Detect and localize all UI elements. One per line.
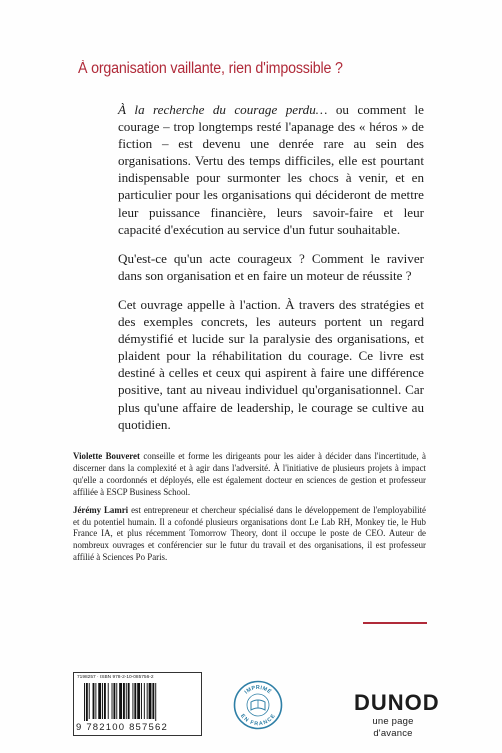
author-bios <box>73 451 426 570</box>
publisher-logo <box>354 690 440 740</box>
author-bio-2 <box>73 505 426 565</box>
barcode <box>73 672 202 736</box>
publisher-name: DUNOD <box>354 690 440 715</box>
blurb-paragraph-1-text: ou comment le courage – trop longtemps resté l'apanage des « héros » de fiction – est devenu une denrée rare au sein des organisations. Vertu des temps difficiles, elle est pourtant indispensable pour surmonter les chocs à venir, et en particulier pour les organisations qui décideront de mettre leur puissance financière, leurs savoir-faire et leur capacité d'exécution au service d'un futur souhaitable. <box>118 102 424 237</box>
barcode-number: 9 782100 857562 <box>76 722 168 733</box>
publisher-tagline: une page d'avance <box>372 716 414 739</box>
barcode-bars-icon <box>84 683 191 721</box>
author-bio-text: conseille et forme les dirigeants pour les aider à décider dans l'incertitude, à discerner dans la complexité et à agir dans l'adversité. À l'initiative de plusieurs projets à impact qu'elle a coordonnés et déployés, elle est également docteur en sciences de gestion et professeur affiliée à ESCP Business School. <box>73 451 426 497</box>
author-name: Jérémy Lamri <box>73 504 129 515</box>
seal-top-text: IMPRIMÉ <box>243 685 273 696</box>
barcode-caption: 7198257 · ISBN 978-2-10-085756-2 <box>77 675 154 680</box>
accent-rule <box>363 622 427 624</box>
blurb-paragraph-3: Cet ouvrage appelle à l'action. À travers des stratégies et des exemples concrets, les auteurs portent un regard démystifié et lucide sur la paralysie des organisations, et plaident pour la réhabilitation du courage. Ce livre est destiné à celles et ceux qui aspirent à faire une différence positive, tant au niveau individuel qu'organisationnel. Car plus qu'une affaire de leadership, le courage se cultive au quotidien. <box>118 296 424 432</box>
blurb-body <box>118 101 424 445</box>
author-bio-1 <box>73 451 426 499</box>
headline: À organisation vaillante, rien d'impossible ? <box>78 60 343 77</box>
book-title-italic: À la recherche du courage perdu… <box>118 102 328 117</box>
blurb-paragraph-2: Qu'est-ce qu'un acte courageux ? Comment le raviver dans son organisation et en faire un moteur de réussite ? <box>118 250 424 283</box>
author-name: Violette Bouveret <box>73 451 140 461</box>
printed-in-france-seal-icon <box>233 680 283 730</box>
author-bio-text: est entrepreneur et chercheur spécialisé dans le développement de l'employabilité et du potentiel humain. Il a cofondé plusieurs organisations dont Le Lab RH, Monkey tie, le Hub France IA, et plus récemment Tomorrow Theory, dont il occupe le poste de CEO. Auteur de nombreux ouvrages et conférencier sur le futur du travail et des organisations, il est professeur affilié à Sciences Po Paris. <box>73 504 426 563</box>
blurb-paragraph-1 <box>118 101 424 238</box>
seal-bottom-text: EN FRANCE <box>239 713 277 728</box>
